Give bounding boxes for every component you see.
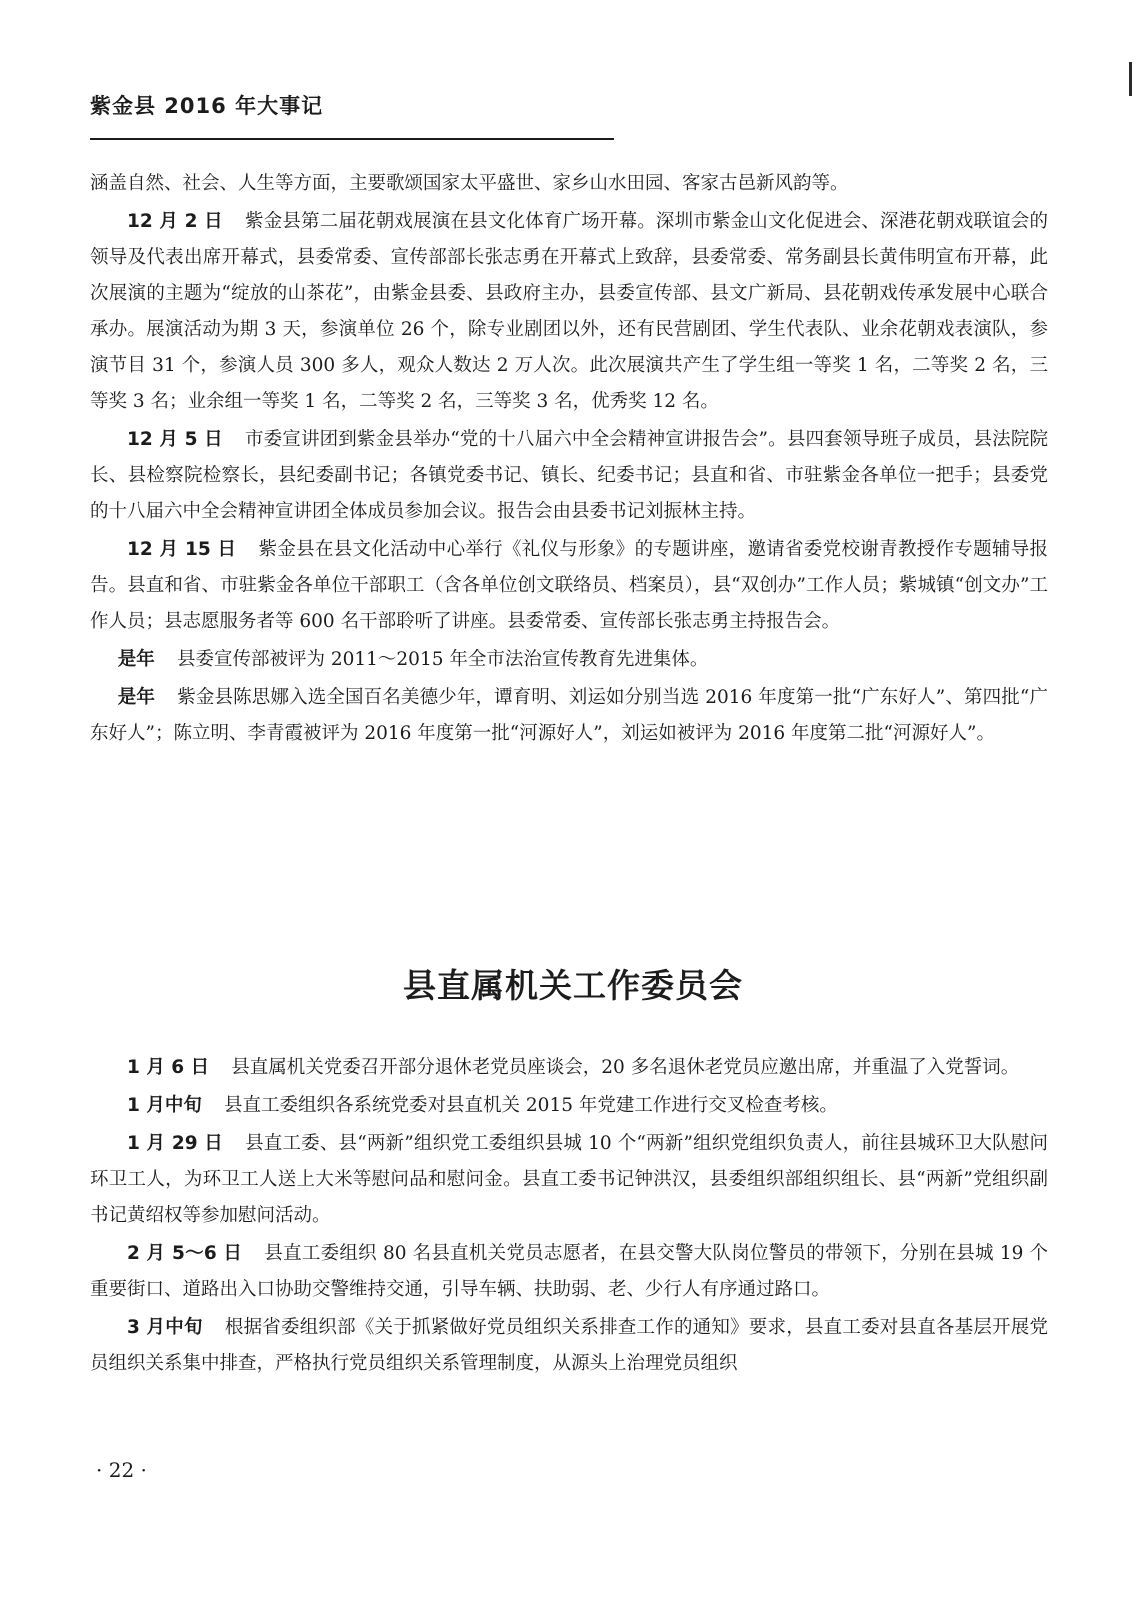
entry-text: 紫金县陈思娜入选全国百名美德少年，谭育明、刘运如分别当选 2016 年度第一批“广东好人”、第四批“广东好人”；陈立明、李青霞被评为 2016 年度第一批“河源好人”，刘运如被评为 2016 年度第二批“河源好人”。 bbox=[90, 687, 1048, 744]
entry-this-year-1 bbox=[90, 642, 1048, 678]
entry-jan-29 bbox=[90, 1126, 1048, 1234]
entry-text: 县直工委组织各系统党委对县直机关 2015 年党建工作进行交叉检查考核。 bbox=[224, 1095, 838, 1116]
entry-feb-5-6 bbox=[90, 1236, 1048, 1308]
entry-dec-15 bbox=[90, 532, 1048, 640]
entry-jan-6 bbox=[90, 1050, 1048, 1086]
entry-text: 紫金县在县文化活动中心举行《礼仪与形象》的专题讲座，邀请省委党校谢青教授作专题辅导报告。县直和省、市驻紫金各单位干部职工（含各单位创文联络员、档案员），县“双创办”工作人员；紫城镇“创文办”工作人员；县志愿服务者等 600 名干部聆听了讲座。县委常委、宣传部长张志勇主持报告会。 bbox=[90, 539, 1048, 632]
entry-mar-mid bbox=[90, 1310, 1048, 1382]
entry-date: 是年 bbox=[117, 649, 155, 670]
entry-date: 12 月 5 日 bbox=[127, 429, 223, 450]
entry-text: 县直工委组织 80 名县直机关党员志愿者，在县交警大队岗位警员的带领下，分别在县城 19 个重要街口、道路出入口协助交警维持交通，引导车辆、扶助弱、老、少行人有序通过路口。 bbox=[90, 1243, 1048, 1300]
section-title: 县直属机关工作委员会 bbox=[403, 966, 743, 1005]
entry-text: 县直工委、县“两新”组织党工委组织县城 10 个“两新”组织党组织负责人，前往县城环卫大队慰问环卫工人，为环卫工人送上大米等慰问品和慰问金。县直工委书记钟洪汉，县委组织部组织组长、县“两新”党组织副书记黄绍权等参加慰问活动。 bbox=[90, 1133, 1048, 1226]
entry-this-year-2 bbox=[90, 680, 1048, 752]
entry-date: 12 月 2 日 bbox=[127, 211, 223, 232]
header-rule bbox=[90, 138, 614, 140]
entry-date: 1 月中旬 bbox=[127, 1095, 202, 1116]
entry-text: 县直属机关党委召开部分退休老党员座谈会，20 多名退休老党员应邀出席，并重温了入党誓词。 bbox=[231, 1057, 1020, 1078]
body-text-lower bbox=[90, 1050, 1048, 1384]
entry-date: 2 月 5～6 日 bbox=[127, 1243, 243, 1264]
entry-date: 1 月 29 日 bbox=[127, 1133, 223, 1154]
entry-dec-2 bbox=[90, 204, 1048, 420]
body-text-upper bbox=[90, 166, 1048, 754]
entry-date: 是年 bbox=[117, 687, 156, 708]
entry-text: 紫金县第二届花朝戏展演在县文化体育广场开幕。深圳市紫金山文化促进会、深港花朝戏联谊会的领导及代表出席开幕式，县委常委、宣传部部长张志勇在开幕式上致辞，县委常委、常务副县长黄伟明宣布开幕，此次展演的主题为“绽放的山茶花”，由紫金县委、县政府主办，县委宣传部、县文广新局、县花朝戏传承发展中心联合承办。展演活动为期 3 天，参演单位 26 个，除专业剧团以外，还有民营剧团、学生代表队、业余花朝戏表演队，参演节目 31 个，参演人员 300 多人，观众人数达 2 万人次。此次展演共产生了学生组一等奖 1 名，二等奖 2 名，三等奖 3 名；业余组一等奖 1 名，二等奖 2 名，三等奖 3 名，优秀奖 12 名。 bbox=[90, 211, 1048, 412]
entry-text: 根据省委组织部《关于抓紧做好党员组织关系排查工作的通知》要求，县直工委对县直各基层开展党员组织关系集中排查，严格执行党员组织关系管理制度，从源头上治理党员组织 bbox=[90, 1317, 1048, 1374]
entry-text: 县委宣传部被评为 2011～2015 年全市法治宣传教育先进集体。 bbox=[176, 649, 709, 670]
entry-date: 12 月 15 日 bbox=[127, 539, 237, 560]
entry-jan-mid bbox=[90, 1088, 1048, 1124]
page-number: · 22 · bbox=[96, 1458, 147, 1482]
scan-edge-mark bbox=[1129, 62, 1132, 96]
entry-dec-5 bbox=[90, 422, 1048, 530]
entry-date: 1 月 6 日 bbox=[127, 1057, 210, 1078]
intro-continuation: 涵盖自然、社会、人生等方面，主要歌颂国家太平盛世、家乡山水田园、客家古邑新风韵等。 bbox=[90, 173, 849, 194]
running-head: 紫金县 2016 年大事记 bbox=[90, 94, 324, 118]
entry-text: 市委宣讲团到紫金县举办“党的十八届六中全会精神宣讲报告会”。县四套领导班子成员，县法院院长、县检察院检察长，县纪委副书记；各镇党委书记、镇长、纪委书记；县直和省、市驻紫金各单位一把手；县委党的十八届六中全会精神宣讲团全体成员参加会议。报告会由县委书记刘振林主持。 bbox=[90, 429, 1048, 522]
entry-date: 3 月中旬 bbox=[127, 1317, 203, 1338]
